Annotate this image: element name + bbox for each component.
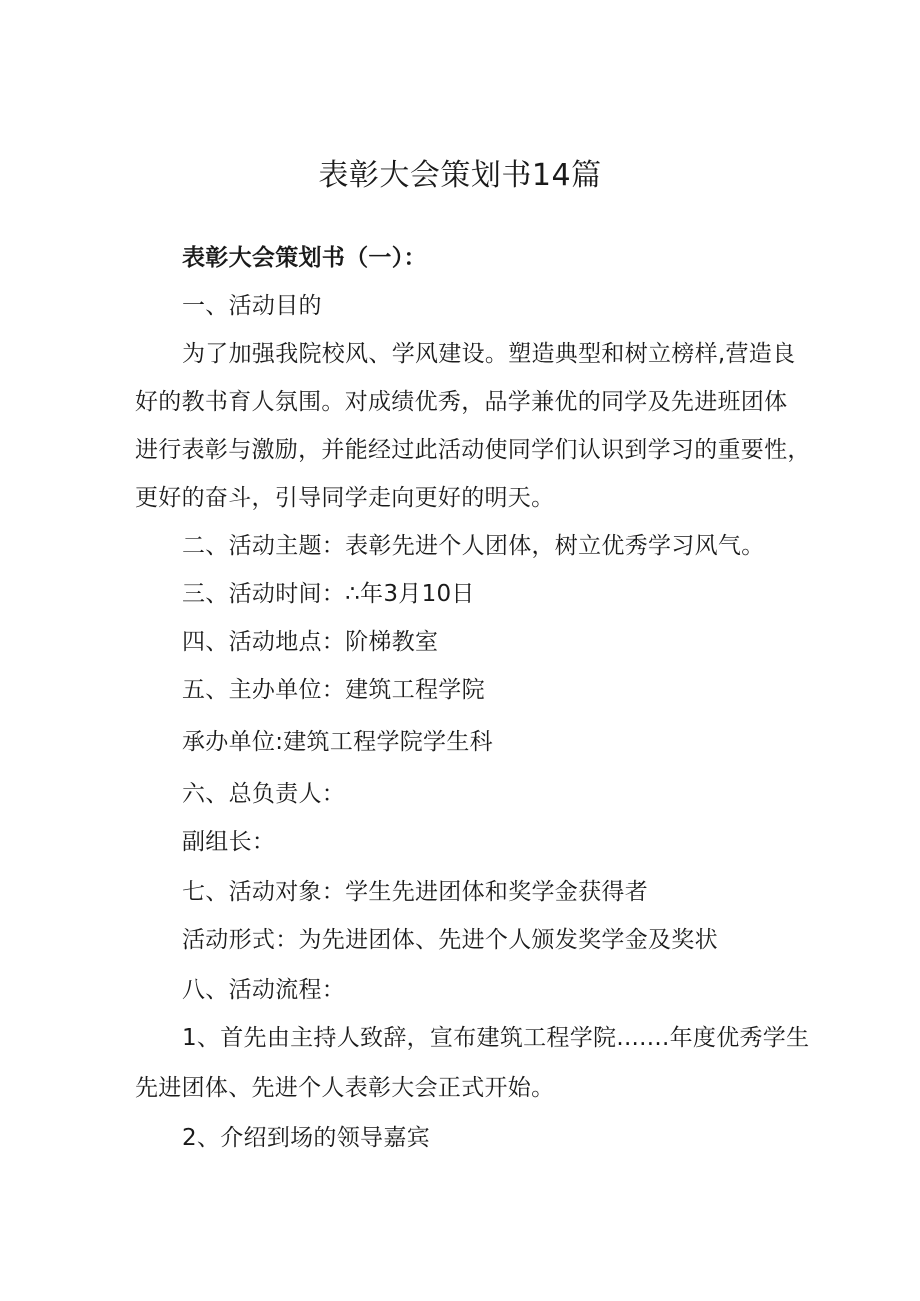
heading-participants: 七、活动对象：学生先进团体和奖学金获得者 bbox=[182, 879, 648, 905]
document-title: 表彰大会策划书14篇 bbox=[318, 158, 602, 193]
paragraph-line: 为了加强我院校风、学风建设。塑造典型和树立榜样,营造良 bbox=[182, 341, 796, 367]
paragraph-line: 进行表彰与激励，并能经过此活动使同学们认识到学习的重要性， bbox=[135, 437, 811, 463]
heading-organizer: 五、主办单位：建筑工程学院 bbox=[182, 677, 485, 703]
process-step-1-continued: 先进团体、先进个人表彰大会正式开始。 bbox=[135, 1075, 555, 1101]
paragraph-line: 更好的奋斗，引导同学走向更好的明天。 bbox=[135, 485, 555, 511]
heading-leader: 六、总负责人： bbox=[182, 781, 346, 807]
process-step-1: 1、首先由主持人致辞，宣布建筑工程学院.......年度优秀学生 bbox=[182, 1025, 810, 1051]
heading-location: 四、活动地点：阶梯教室 bbox=[182, 629, 439, 655]
paragraph-line: 好的教书育人氛围。对成绩优秀，品学兼优的同学及先进班团体 bbox=[135, 389, 788, 415]
heading-process: 八、活动流程： bbox=[182, 977, 346, 1003]
section-heading: 表彰大会策划书（一）： bbox=[182, 245, 427, 271]
heading-purpose: 一、活动目的 bbox=[182, 293, 322, 319]
co-organizer-line: 承办单位:建筑工程学院学生科 bbox=[182, 729, 493, 755]
activity-format-line: 活动形式：为先进团体、先进个人颁发奖学金及奖状 bbox=[182, 927, 718, 953]
heading-time: 三、活动时间：∴年3月10日 bbox=[182, 581, 475, 607]
vice-leader-line: 副组长： bbox=[182, 829, 276, 855]
heading-theme: 二、活动主题：表彰先进个人团体，树立优秀学习风气。 bbox=[182, 533, 765, 559]
process-step-2: 2、介绍到场的领导嘉宾 bbox=[182, 1125, 430, 1151]
